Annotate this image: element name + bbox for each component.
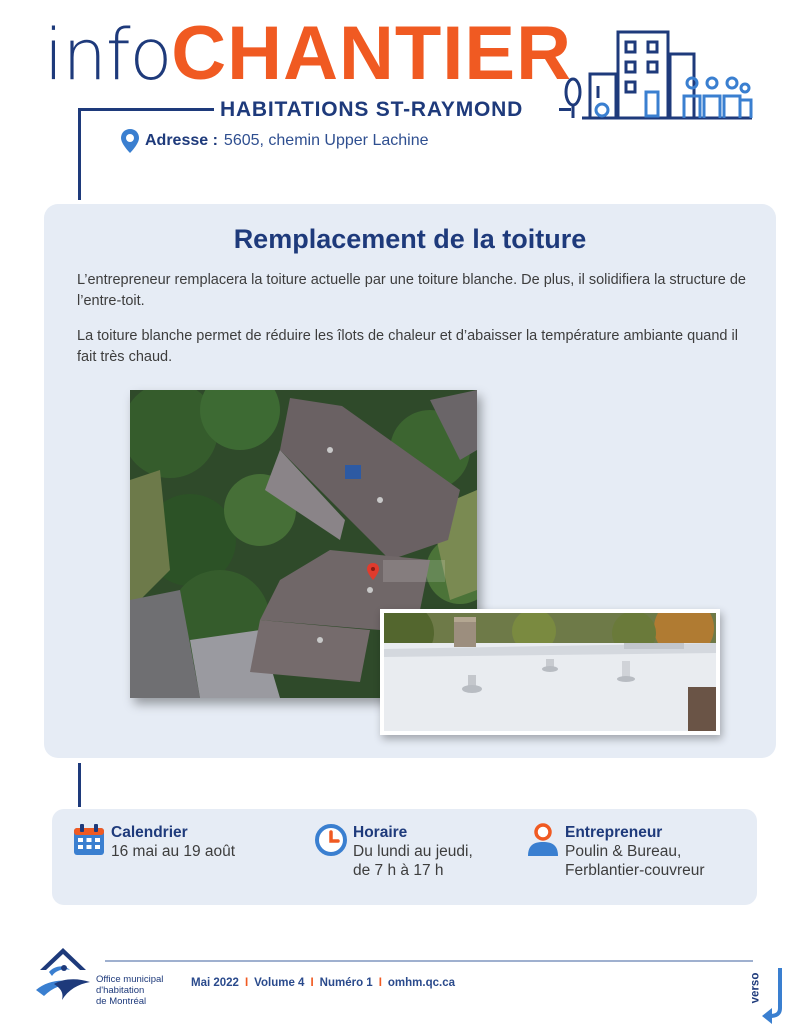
separator: I — [244, 977, 249, 989]
buildings-illustration — [564, 26, 754, 122]
omhm-logo — [34, 944, 92, 1002]
schedule-block — [314, 823, 473, 880]
separator: I — [378, 977, 382, 989]
turn-page-arrow-icon[interactable] — [760, 966, 786, 1024]
clock-icon — [314, 823, 348, 857]
contractor-line: Ferblantier-couvreur — [565, 862, 705, 879]
calendar-block — [72, 823, 235, 861]
schedule-line: de 7 h à 17 h — [353, 862, 444, 879]
footer-rule — [105, 960, 753, 962]
calendar-dates: 16 mai au 19 août — [111, 843, 236, 860]
info-bar — [52, 809, 757, 905]
schedule-label: Horaire — [353, 824, 408, 841]
project-paragraph: La toiture blanche permet de réduire les îlots de chaleur et d’abaisser la température ambiante quand il fait très chaud. — [77, 328, 738, 365]
issue-volume: Volume 4 — [254, 977, 305, 989]
issue-info — [191, 977, 455, 989]
project-title: Remplacement de la toiture — [233, 224, 587, 254]
decor-line — [78, 763, 81, 807]
decor-line — [78, 108, 214, 111]
address-value: 5605, chemin Upper Lachine — [223, 132, 429, 149]
verso-label[interactable]: verso — [749, 972, 762, 1004]
contractor-label: Entrepreneur — [565, 824, 663, 841]
project-paragraph: L’entrepreneur remplacera la toiture actuelle par une toiture blanche. De plus, il solidifiera la structure de l’entre-toit. — [77, 272, 746, 309]
contractor-block — [526, 823, 705, 880]
calendar-label: Calendrier — [111, 824, 188, 841]
org-name: Office municipal d'habitation de Montréal — [96, 974, 164, 1007]
masthead-info: info — [44, 14, 172, 96]
decor-line — [78, 108, 81, 200]
address-label: Adresse : — [145, 132, 218, 149]
contractor-line: Poulin & Bureau, — [565, 843, 682, 860]
schedule-line: Du lundi au jeudi, — [353, 843, 473, 860]
white-roof-photo — [380, 609, 720, 735]
masthead-chantier: CHANTIER — [171, 11, 572, 96]
issue-number: Numéro 1 — [319, 977, 373, 989]
location-pin-icon — [120, 128, 140, 154]
project-card — [44, 204, 776, 758]
address-row — [120, 128, 429, 154]
issue-date: Mai 2022 — [191, 977, 239, 989]
masthead-subtitle: HABITATIONS ST-RAYMOND — [220, 98, 524, 121]
separator: I — [310, 977, 314, 989]
masthead-title — [44, 11, 572, 96]
website-link[interactable]: omhm.qc.ca — [387, 977, 455, 989]
calendar-icon — [72, 823, 106, 857]
person-icon — [526, 823, 560, 857]
